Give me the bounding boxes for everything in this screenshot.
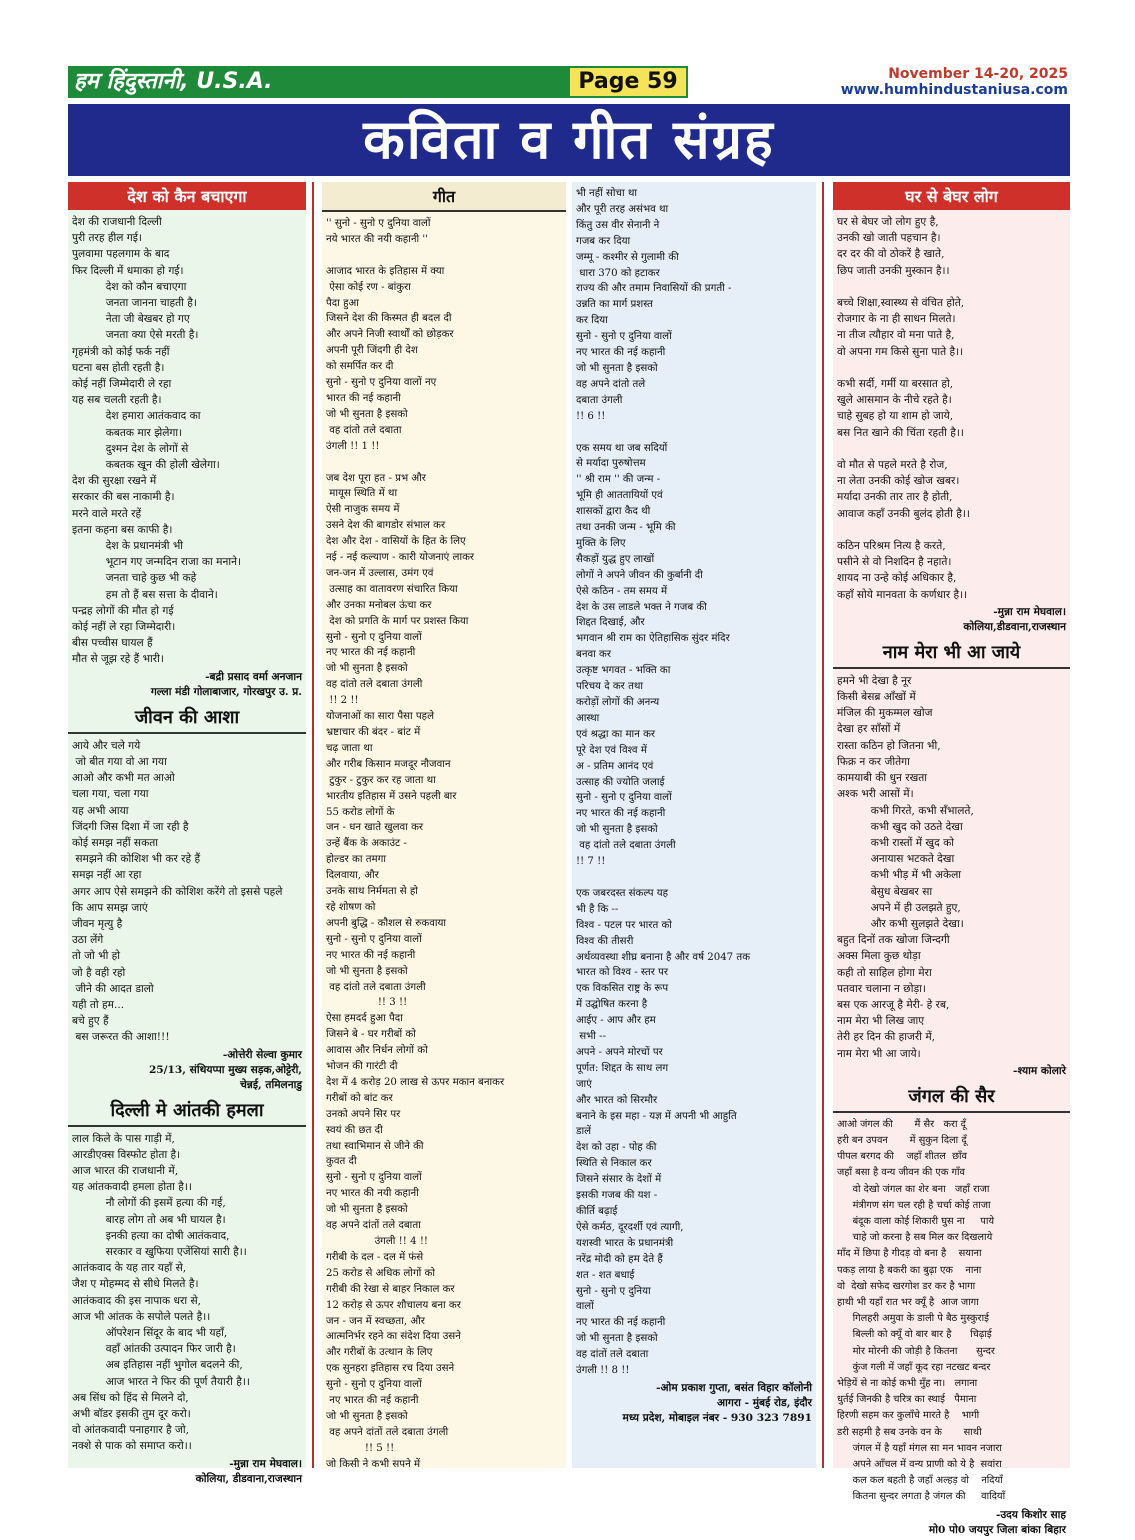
header — [68, 66, 1070, 100]
poem-author: -श्याम कोलारे — [1013, 1064, 1066, 1077]
poem-text: देश की राजधानी दिल्ली पुरी तरह हील गई। पुलवामा पहलगाम के बाद फिर दिल्ली में धमाका हो गई। देश को कौन बचाएगा जनता जानना चाहती है। नेता जी बेखबर हो गए जनता क्या ऐसे मरती है। गृहमंत्री को कोई फर्क नहीं घटना बस होती रहती है। कोई नहीं जिम्मेदारी ले रहा यह सब चलती रहती है। देश हमारा आतंकवाद का कबतक मार झेलेगा। दुश्मन देश के लोगों से कबतक खून की होली खेलेगा। देश की सुरक्षा रखने में सरकार की बस नाकामी है। मरने वाले मरते रहें इतना कहना बस काफी है। देश के प्रधानमंत्री भी भूटान गए जन्मदिन राजा का मनाने। जनता चाहे कुछ भी कहे हम तो हैं बस सत्ता के दीवाने। पन्द्रह लोगों की मौत हो गई कोई नहीं ले रहा जिम्मेदारी। बीस पच्चीस घायल हैं मौत से जूझ रहे हैं भारी। — [72, 216, 241, 666]
page-number: Page 59 — [568, 66, 688, 98]
column-3 — [572, 182, 816, 1468]
poem-title: देश को कैन बचाएगा — [68, 182, 306, 210]
poem-text: '' सुनो - सुनो ए दुनिया वालों नये भारत की नयी कहानी '' आजाद भारत के इतिहास में क्या ऐसा कोई रण - बांकुरा पैदा हुआ जिसने देश की किस्मत ही बदल दी और अपने निजी स्वार्थों को छोड़कर अपनी पूरी जिंदगी ही देश को समर्पित कर दी सुनो - सुनो ए दुनिया वालों नए भारत की नई कहानी जो भी सुनता है इसको वह दांतो तले दबाता उंगली !! 1 !! जब देश पूरा हत - प्रभ और मायूस स्थिति में था ऐसी नाजुक समय में उसने देश की बागडोर संभाल कर देश और देश - वासियों के हित के लिए नई - नई कल्याण - कारी योजनाएं लाकर जन-जन में उल्लास, उमंग एवं उत्साह का वातावरण संचारित किया और उनका मनोबल ऊंचा कर देश को प्रगति के मार्ग पर प्रशस्त किया सुनो - सुनो ए दुनिया वालों नए भारत की नई कहानी जो भी सुनता है इसको वह दांतो तले दबाता उंगली !! 2 !! योजनाओं का सारा पैसा पहले भ्रष्टाचार की बंदर - बांट में चढ़ जाता था और गरीब किसान मजदूर नौजवान टुकुर - टुकुर कर रह जाता था भारतीय इतिहास में उसने पहली बार 55 करोड लोगों के जन - धन खाते खुलवा कर उन्हें बैंक के अकाउंट - होल्डर का तमगा दिलवाया, और उनके साथ निर्ममता से हो रहे शोषण को अपनी बुद्धि - कौशल से रुकवाया सुनो - सुनो ए दुनिया वालों नए भारत की नई कहानी जो भी सुनता है इसको वह दांतो तले दबाता उंगली !! 3 !! ऐसा हमदर्द हुआ पैदा जिसने बे - घर गरीबों को आवास और निर्धन लोगों को भोजन की गारंटी दी देश में 4 करोड़ 20 लाख से ऊपर मकान बनाकर गरीबों को बांट कर उनको अपने सिर पर स्वयं की छत दी तथा स्वाभिमान से जीने की कुवत दी सुनो - सुनो ए दुनिया वालों नए भारत की नयी कहानी जो भी सुनता है इसको वह अपने दांतों तले दबाता उंगली !! 4 !! गरीबी के दल - दल में फंसे 25 करोड से अधिक लोगों को गरीबी की रेखा से बाहर निकाल कर 12 करोड़ से ऊपर शौचालय बना कर जन - जन में स्वच्छता, और आत्मनिर्भर रहने का संदेश दिया उसने और गरीबों के उत्थान के लिए एक सुनहरा इतिहास रच दिया उसने सुनो - सुनो ए दुनिया वालों नए भारत की नई कहानी जो भी सुनता है इसको वह अपने दांतों तले दबाता उंगली !! 5 !! जो किसी ने कभी सपने में — [326, 218, 505, 1470]
poem-author: -मुन्ना राम मेघवाल। कोलिया, डीडवाना,राजस्थान — [195, 1457, 302, 1485]
poem-title: जंगल की सैर — [833, 1081, 1070, 1113]
poem-text: आये और चले गये जो बीत गया वो आ गया आओ और कभी मत आओ चला गया, चला गया यह अभी आया जिंदगी जिस दिशा में जा रही है कोई समझ नहीं सकता समझने की कोशिश भी कर रहे हैं समझ नहीं आ रहा अगर आप ऐसे समझने की कोशिश करेंगे तो इससे पहले कि आप समझ जाएं जीवन मृत्यु है उठा लेंगे तो जो भी हो जो है वही रहो जीने की आदत डालो यही तो हम... बचे हुए हैं बस जरूरत की आशा!!! — [72, 739, 283, 1044]
column-1 — [68, 182, 306, 1485]
poem-title: घर से बेघर लोग — [833, 182, 1070, 210]
poem-author: -मुन्ना राम मेघवाल। कोलिया,डीडवाना,राजस्थान — [963, 605, 1066, 633]
poem-text: घर से बेघर जो लोग हुए है, उनकी खो जाती पहचान है। दर दर की वो ठोकरें है खाते, छिप जाती उनकी मुस्कान है।। बच्चे शिक्षा,स्वास्थ्य से वंचित होते, रोजगार के ना ही साधन मिलते। ना तीज त्यौहार वो मना पाते है, वो अपना गम किसे सुना पाते है।। कभी सर्दी, गर्मी या बरसात हो, खुले आसमान के नीचे रहते है। चाहे सुबह हो या शाम हो जाये, बस नित खाने की चिंता रहती है।। वो मौत से पहले मरते है रोज, ना लेता उनकी कोई खोज खबर। मर्यादा उनकी तार तार है होती, आवाज कहाँ उनकी बुलंद होती है।। कठिन परिश्रम नित्य है करते, पसीने से वो निशदिन है नहाते। शायद ना उन्हे कोई अधिकार है, कहाँ सोये मानवता के कर्णधार है।। — [837, 216, 970, 601]
poem-text: भी नहीं सोचा था और पूरी तरह असंभव था किंतु उस वीर सेनानी ने गजब कर दिया जम्मू - कश्मीर से गुलामी की धारा 370 को हटाकर राज्य की और तमाम निवासियों की प्रगती - उन्नति का मार्ग प्रशस्त कर दिया सुनो - सुनो ए दुनिया वालों नए भारत की नई कहानी जो भी सुनता है इसको वह अपने दांतो तले दबाता उंगली !! 6 !! एक समय था जब सदियों से मर्यादा पुरुषोत्तम '' श्री राम '' की जन्म - भूमि ही आततायियों एवं शासकों द्वारा कैद थी तथा उनकी जन्म - भूमि की मुक्ति के लिए सैकड़ों युद्ध हुए लाखों लोगों ने अपने जीवन की कुर्बानी दी ऐसे कठिन - तम समय में देश के उस लाडले भक्त ने गजब की शिद्दत दिखाई, और भगवान श्री राम का ऐतिहासिक सुंदर मंदिर बनवा कर उत्कृष्ट भगवत - भक्ति का परिचय दे कर तथा करोड़ों लोगों की अनन्य आस्था एवं श्रद्धा का मान कर पूरे देश एवं विश्व में अ - प्रतिम आनंद एवं उत्साह की ज्योति जलाई सुनो - सुनो ए दुनिया वालों नए भारत की नई कहानी जो भी सुनता है इसको वह दांतो तले दबाता उंगली !! 7 !! एक जबरदस्त संकल्प यह भी है कि -- विश्व - पटल पर भारत को विश्व की तीसरी अर्थव्यवस्था शीघ्र बनाना है और वर्ष 2047 तक भारत को विश्व - स्तर पर एक विकसित राष्ट्र के रूप में उद्घोषित करना है आईए - आप और हम सभी -- अपने - अपने मोरचों पर पूर्णत: शिद्दत के साथ लग जाएं और भारत को सिरमौर बनाने के इस महा - यज्ञ में अपनी भी आहुति डालें देश को उहा - पोह की स्थिति से निकाल कर जिसने संसार के देशों में इसकी गजब की यश - कीर्ति बढ़ाई ऐसे कर्मठ, दूरदर्शी एवं त्यागी, यशस्वी भारत के प्रधानमंत्री नरेंद्र मोदी को हम देते हैं शत - शत बधाई सुनो - सुनो ए दुनिया वालों नए भारत की नई कहानी जो भी सुनता है इसको वह दांतों तले दबाता उंगली !! 8 !! — [576, 188, 751, 1377]
column-divider — [312, 182, 314, 1468]
column-divider — [822, 182, 824, 1468]
column-4 — [833, 182, 1070, 1536]
website-link[interactable]: www.humhindustaniusa.com — [840, 82, 1068, 98]
poem-text: लाल किले के पास गाड़ी में, आरडीएक्स विस्फोट होता है। आज भारत की राजधानी में, यह आंतकवादी हमला होता है।। नौ लोगों की इसमें हत्या की गई, बारह लोग तो अब भी घायल है। इनकी हत्या का दोषी आतंकवाद, सरकार व खुफिया एजेंसियां सारी है।। आतंकवाद के यह तार यहाँ से, जैश ए मोहम्मद से सीधे मिलते है। आतंकवाद की इस नापाक धरा से, आज भी आंतक के सपोले पलते है।। ऑपरेशन सिंदूर के बाद भी यहाँ, वहाँ आंतकी उत्पादन फिर जारी है। अब इतिहास नहीं भुगोल बदलने की, आज भारत ने फिर की पूर्ण तैयारी है।। अब सिंध को हिंद से मिलने दो, अभी बॉडर इसकी तुम दूर करो। वो आंतकवादी पनाहगार है जो, नक्शे से पाक को समाप्त करो।। — [72, 1132, 250, 1453]
masthead: हम हिंदुस्तानी, U.S.A. — [68, 66, 568, 98]
section-banner: कविता व गीत संग्रह — [68, 104, 1070, 176]
poem-title: गीत — [322, 182, 566, 212]
poem-title: जीवन की आशा — [68, 702, 306, 734]
poem-title: दिल्ली मे आंतकी हमला — [68, 1095, 306, 1127]
poem-author: -ओत्तेरी सेल्वा कुमार 25/13, संथियप्पा मुख्य सड़क,ओट्टेरी, चेन्नई, तमिलनाडु — [148, 1048, 302, 1091]
poem-author: -बद्री प्रसाद वर्मा अनजान गल्ला मंडी गोलाबाजार, गोरखपुर उ. प्र. — [150, 670, 302, 698]
poem-author: -ओम प्रकाश गुप्ता, बसंत विहार कॉलोनी आगरा - मुंबई रोड, इंदौर मध्य प्रदेश, मोबाइल नंबर - 930 323 7891 — [622, 1381, 812, 1424]
poem-title: नाम मेरा भी आ जाये — [833, 637, 1070, 669]
poem-text: हमने भी देखा है नूर किसी बेसब्र आँखों में मंजिल की मुकम्मल खोज देखा हर साँसों में रास्ता कठिन हो जितना भी, फिक्र न कर जीतेगा कामयाबी की धुन रखता अश्क भरी आसों में। कभी गिरते, कभी सँभालते, कभी खुद को उठते देखा कभी रास्तों में खुद को अनायास भटकते देखा कभी भीड़ में भी अकेला बेसुध बेखबर सा अपने में ही उलझते हुए, और कभी सुलझते देखा। बहुत दिनों तक खोजा जिन्दगी अक्स मिला कुछ थोड़ा कही तो साहिल होगा मेरा पतवार चलाना न छोड़ा। बस एक आरजू है मेरी- हे रब, नाम मेरा भी लिख जाए तेरी हर दिन की हाजरी में, नाम मेरा भी आ जाये। — [837, 674, 974, 1060]
poem-text: आओ जंगल की मैं सैर करा दूँ हरी बन उपवन में सुकुन दिला दूँ पीपल बरगद की जहाँ शीतल छाँव जहाँ बसा है वन्य जीवन की एक गाँव वो देखो जंगल का शेर बना जहाँ राजा मंत्रीगण संग चल रही है चर्चा कोई ताजा बंदूक वाला कोई शिकारी घुस ना पाये चाहे जो करना है सब मिल कर दिखलाये माँद में छिपा है गीदड़ वो बना है सयाना पकड़ लाया है बकरी का बुढ़ा एक नाना वो देखो सफेद खरगोश डर कर है भागा हाथी भी यहाँ रात भर क्यूँ है आज जागा गिलहरी अमुवा के डाली पे बैठ मुस्कुराई बिल्ली को क्यूँ वो बार बार है चिढ़ाई मोर मोरनी की जोड़ी है कितना सुन्दर कुंज गली में जहाँ कूद रहा नटखट बन्दर भेड़ियें से ना कोई कभी मुँह ना। लगाना धुर्तई जिनकी है चरित्र का स्थाई पैमाना हिरणी सहम कर कुलाँचे मारते है भागी डरी सहमी है सब उनके वन के साथी जंगल में है यहाँ मंगल सा मन भावन नजारा अपने आँचल में वन्य प्राणी को ये है सवांरा कल कल बहती है जहाँ अल्हड़ वो नदियाँ कितना सुन्दर लगता है जंगल की वादियाँ — [837, 1118, 1006, 1503]
issue-date: November 14-20, 2025 — [888, 66, 1068, 82]
column-2 — [322, 182, 566, 1468]
poem-author: -उदय किशोर साह मो0 पो0 जयपुर जिला बांका बिहार — [928, 1508, 1066, 1536]
